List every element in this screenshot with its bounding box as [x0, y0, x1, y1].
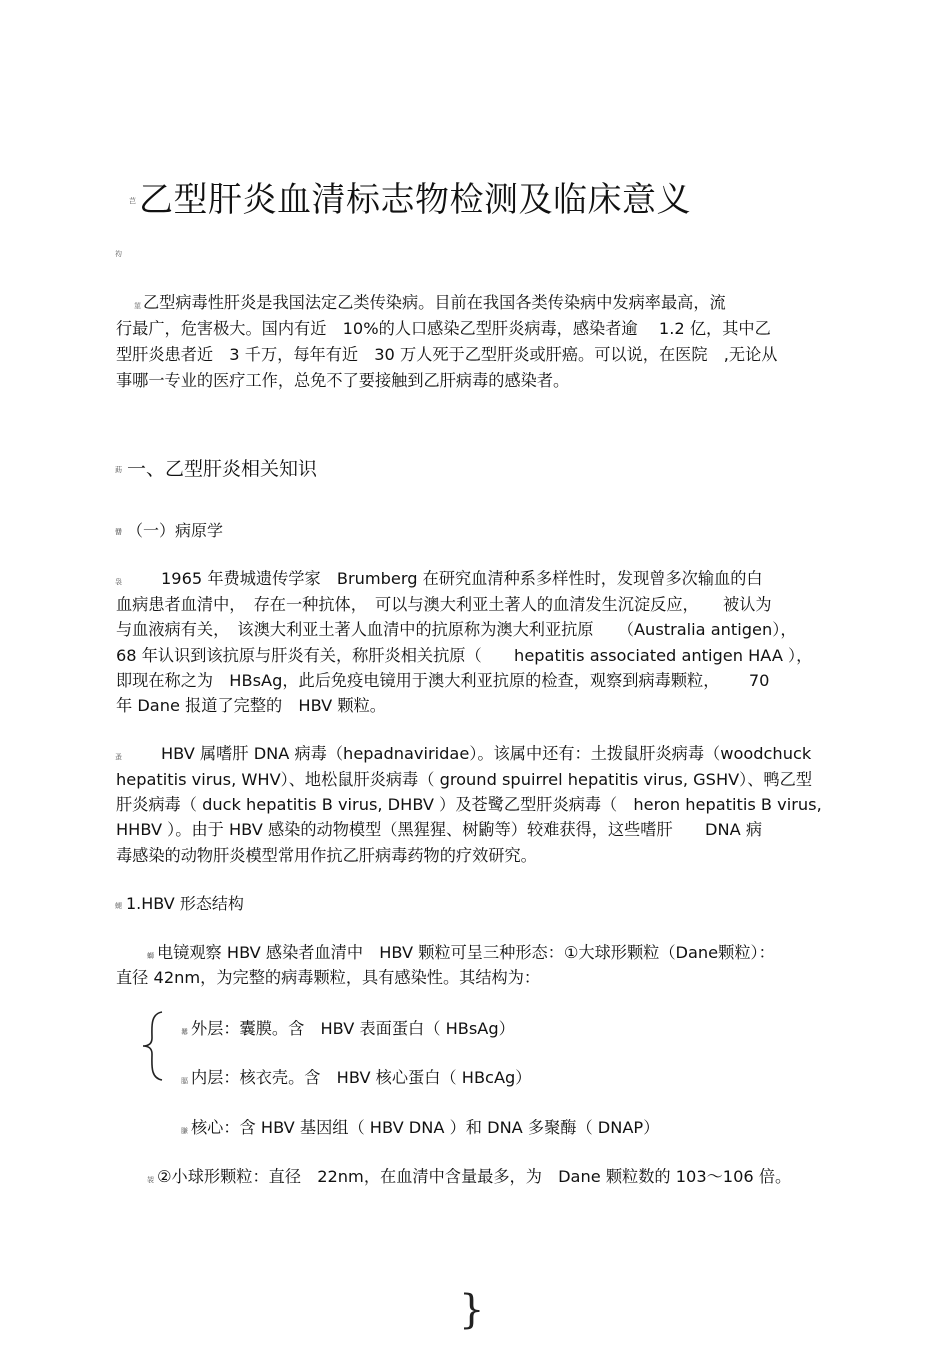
- para2-line-5: 毒感染的动物肝炎模型常用作抗乙肝病毒药物的疗效研究。: [116, 846, 537, 865]
- structure-inner: 内层：核衣壳。含 HBV 核心蛋白（ HBcAg）: [191, 1068, 532, 1087]
- intro-line-3: 型肝炎患者近 3 千万，每年有近 30 万人死于乙型肝炎或肝癌。可以说，在医院 ,无论从: [116, 345, 778, 364]
- para1-line-4: 68 年认识到该抗原与肝炎有关，称肝炎相关抗原（ hepatitis associated antigen HAA ），: [116, 646, 813, 665]
- para3-line-2: 直径 42nm，为完整的病毒颗粒，具有感染性。其结构为：: [116, 968, 541, 987]
- para1-line-5: 即现在称之为 HBsAg，此后免疫电镜用于澳大利亚抗原的检查，观察到病毒颗粒， 70: [116, 671, 770, 690]
- intro-marker: 莁: [134, 302, 141, 310]
- para1-line-6: 年 Dane 报道了完整的 HBV 颗粒。: [116, 696, 386, 715]
- para4-text: ②小球形颗粒：直径 22nm，在血清中含量最多，为 Dane 颗粒数的 103～106 倍。: [157, 1167, 792, 1186]
- subsection-marker: 羀: [115, 528, 122, 536]
- page-title: 乙型肝炎血清标志物检测及临床意义: [139, 180, 691, 220]
- structure-marker-3: 膁: [181, 1127, 188, 1135]
- para1-marker: 袅: [115, 578, 122, 586]
- intro-line-4: 事哪一专业的医疗工作，总免不了要接触到乙肝病毒的感染者。: [116, 371, 570, 390]
- structure-marker-2: 腷: [181, 1077, 188, 1085]
- para3-marker: 螄: [147, 952, 154, 960]
- para4-marker: 袈: [147, 1176, 154, 1184]
- section-heading: 一、乙型肝炎相关知识: [127, 458, 318, 480]
- para1-line-2: 血病患者血清中， 存在一种抗体， 可以与澳大利亚土著人的血清发生沉淀反应， 被认为: [116, 595, 772, 614]
- margin-marker: 袀: [115, 250, 122, 258]
- para2-line-1: HBV 属嗜肝 DNA 病毒（hepadnaviridae）。该属中还有：土拨鼠肝炎病毒（woodchuck: [161, 744, 812, 763]
- title-marker: 芑: [129, 197, 136, 205]
- footer-brace: }: [459, 1287, 485, 1333]
- structure-outer: 外层：囊膜。含 HBV 表面蛋白（ HBsAg）: [191, 1019, 515, 1038]
- para1-line-3: 与血液病有关， 该澳大利亚土著人血清中的抗原称为澳大利亚抗原 （Australia antigen），: [116, 620, 797, 639]
- para2-marker: 蚤: [115, 753, 122, 761]
- structure-marker-1: 羃: [181, 1028, 188, 1036]
- intro-line-2: 行最广，危害极大。国内有近 10%的人口感染乙型肝炎病毒，感染者逾 1.2 亿，其中乙: [116, 319, 771, 338]
- para2-line-4: HHBV ）。由于 HBV 感染的动物模型（黑猩猩、树鼩等）较难获得，这些嗜肝 DNA 病: [116, 820, 763, 839]
- item1-heading: 1.HBV 形态结构: [126, 894, 244, 913]
- structure-core: 核心：含 HBV 基因组（ HBV DNA ）和 DNA 多聚酶（ DNAP）: [191, 1118, 660, 1137]
- section-marker: 莇: [115, 466, 122, 474]
- para2-line-3: 肝炎病毒（ duck hepatitis B virus, DHBV ）及苍鹭乙型肝炎病毒（ heron hepatitis B virus,: [116, 795, 822, 814]
- para1-line-1: 1965 年费城遗传学家 Brumberg 在研究血清种系多样性时，发现曾多次输血的白: [161, 569, 763, 588]
- para2-line-2: hepatitis virus, WHV）、地松鼠肝炎病毒（ ground spuirrel hepatitis virus, GSHV）、鸭乙型: [116, 770, 813, 789]
- intro-line-1: 乙型病毒性肝炎是我国法定乙类传染病。目前在我国各类传染病中发病率最高，流: [143, 293, 726, 312]
- item1-marker: 螁: [115, 902, 122, 910]
- para3-line-1: 电镜观察 HBV 感染者血清中 HBV 颗粒可呈三种形态：①大球形颗粒（Dane颗粒）：: [157, 943, 775, 962]
- left-brace-icon: [140, 1010, 170, 1082]
- subsection-heading: （一）病原学: [127, 521, 224, 540]
